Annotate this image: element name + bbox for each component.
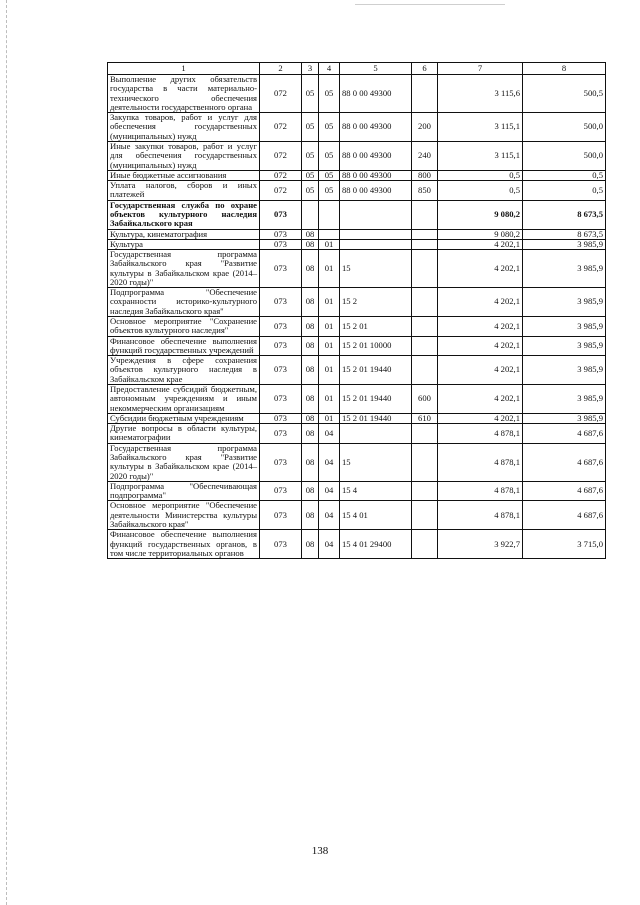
row-value-cell: 05 [302,170,319,180]
row-name-cell: Государственная программа Забайкальского края "Развитие культуры в Забайкальском крае (2014–2020 годы)" [108,250,260,288]
row-value-cell: 15 4 [340,481,412,501]
row-value-cell: 4 687,6 [523,501,606,530]
row-value-cell: 15 4 01 [340,501,412,530]
row-value-cell [340,239,412,249]
row-value-cell [412,250,438,288]
row-value-cell: 073 [260,530,302,559]
scan-edge-top [355,4,505,5]
table-row [108,443,606,481]
row-value-cell: 4 878,1 [438,424,523,444]
row-value-cell: 4 202,1 [438,317,523,337]
row-value-cell: 88 0 00 49300 [340,170,412,180]
row-value-cell [340,424,412,444]
row-name-cell: Выполнение других обязательств государства в части материально-технического обеспечения деятельности государственного органа [108,75,260,113]
row-value-cell: 4 202,1 [438,385,523,414]
row-value-cell: 04 [319,424,340,444]
row-value-cell: 04 [319,530,340,559]
row-value-cell: 072 [260,141,302,170]
budget-table-body [108,63,606,559]
row-value-cell [412,288,438,317]
row-value-cell: 05 [302,113,319,142]
row-value-cell: 073 [260,356,302,385]
row-value-cell [412,229,438,239]
row-value-cell: 08 [302,413,319,423]
row-value-cell [412,481,438,501]
table-row [108,413,606,423]
row-value-cell: 04 [319,443,340,481]
row-value-cell: 05 [319,75,340,113]
row-value-cell: 05 [302,141,319,170]
header-cell-3: 3 [302,63,319,75]
row-value-cell: 88 0 00 49300 [340,75,412,113]
row-value-cell: 073 [260,336,302,356]
row-value-cell: 01 [319,385,340,414]
table-row [108,336,606,356]
row-name-cell: Другие вопросы в области культуры, кинематографии [108,424,260,444]
table-row [108,250,606,288]
row-value-cell: 15 [340,443,412,481]
row-value-cell: 08 [302,530,319,559]
row-name-cell: Субсидии бюджетным учреждениям [108,413,260,423]
row-value-cell [412,530,438,559]
row-value-cell: 073 [260,443,302,481]
row-value-cell: 3 715,0 [523,530,606,559]
row-value-cell: 08 [302,481,319,501]
row-value-cell: 073 [260,239,302,249]
row-name-cell: Иные закупки товаров, работ и услуг для обеспечения государственных (муниципальных) нужд [108,141,260,170]
row-value-cell: 3 985,9 [523,250,606,288]
row-value-cell: 3 115,1 [438,113,523,142]
row-value-cell: 4 878,1 [438,501,523,530]
row-value-cell: 240 [412,141,438,170]
row-name-cell: Финансовое обеспечение выполнения функций государственных органов, в том числе территориальных органов [108,530,260,559]
row-value-cell: 08 [302,336,319,356]
row-value-cell: 05 [319,141,340,170]
row-value-cell: 08 [302,424,319,444]
row-value-cell: 15 4 01 29400 [340,530,412,559]
row-value-cell: 073 [260,481,302,501]
row-name-cell: Учреждения в сфере сохранения объектов культурного наследия в Забайкальском крае [108,356,260,385]
row-name-cell: Финансовое обеспечение выполнения функций государственных учреждений [108,336,260,356]
row-value-cell: 073 [260,250,302,288]
row-value-cell: 073 [260,200,302,229]
header-cell-1: 1 [108,63,260,75]
header-cell-5: 5 [340,63,412,75]
row-value-cell: 4 687,6 [523,424,606,444]
row-value-cell: 01 [319,239,340,249]
row-value-cell: 600 [412,385,438,414]
row-value-cell [412,200,438,229]
row-value-cell: 08 [302,443,319,481]
row-name-cell: Подпрограмма "Обеспечивающая подпрограмма" [108,481,260,501]
row-value-cell: 500,0 [523,113,606,142]
row-value-cell [412,336,438,356]
row-value-cell [412,239,438,249]
row-value-cell: 08 [302,356,319,385]
row-value-cell: 88 0 00 49300 [340,141,412,170]
table-row [108,424,606,444]
row-value-cell: 072 [260,113,302,142]
row-value-cell: 3 922,7 [438,530,523,559]
row-value-cell: 08 [302,229,319,239]
row-value-cell [340,229,412,239]
row-value-cell: 05 [319,181,340,201]
row-value-cell: 01 [319,250,340,288]
header-cell-6: 6 [412,63,438,75]
row-value-cell: 15 2 01 19440 [340,385,412,414]
table-row [108,229,606,239]
row-value-cell: 3 985,9 [523,336,606,356]
header-cell-2: 2 [260,63,302,75]
row-name-cell: Государственная программа Забайкальского края "Развитие культуры в Забайкальском крае (2014–2020 годы)" [108,443,260,481]
row-value-cell: 4 202,1 [438,239,523,249]
table-row [108,501,606,530]
row-value-cell [412,75,438,113]
row-value-cell [412,501,438,530]
row-value-cell: 0,5 [523,181,606,201]
row-value-cell: 3 115,6 [438,75,523,113]
row-value-cell [319,229,340,239]
row-value-cell: 072 [260,170,302,180]
row-value-cell: 15 2 [340,288,412,317]
row-value-cell: 4 878,1 [438,481,523,501]
row-value-cell: 0,5 [523,170,606,180]
row-value-cell: 9 080,2 [438,200,523,229]
row-value-cell: 01 [319,336,340,356]
row-value-cell: 08 [302,385,319,414]
row-value-cell: 15 2 01 19440 [340,356,412,385]
row-value-cell: 8 673,5 [523,200,606,229]
header-cell-4: 4 [319,63,340,75]
row-value-cell: 4 878,1 [438,443,523,481]
table-row [108,288,606,317]
row-value-cell: 15 2 01 19440 [340,413,412,423]
row-value-cell [412,356,438,385]
row-value-cell: 3 985,9 [523,317,606,337]
row-value-cell: 08 [302,250,319,288]
row-value-cell: 88 0 00 49300 [340,181,412,201]
row-value-cell: 08 [302,501,319,530]
row-value-cell: 0,5 [438,170,523,180]
row-value-cell: 073 [260,317,302,337]
row-name-cell: Иные бюджетные ассигнования [108,170,260,180]
row-value-cell: 88 0 00 49300 [340,113,412,142]
row-value-cell: 073 [260,413,302,423]
header-cell-7: 7 [438,63,523,75]
row-name-cell: Уплата налогов, сборов и иных платежей [108,181,260,201]
table-row [108,530,606,559]
table-row [108,317,606,337]
table-row [108,356,606,385]
row-name-cell: Подпрограмма "Обеспечение сохранности историко-культурного наследия Забайкальского края" [108,288,260,317]
row-value-cell: 073 [260,424,302,444]
row-value-cell: 4 202,1 [438,336,523,356]
row-name-cell: Предоставление субсидий бюджетным, автономным учреждениям и иным некоммерческим организациям [108,385,260,414]
row-value-cell: 08 [302,239,319,249]
row-value-cell [412,443,438,481]
row-value-cell: 200 [412,113,438,142]
row-value-cell: 800 [412,170,438,180]
table-row [108,200,606,229]
row-value-cell: 072 [260,75,302,113]
row-value-cell: 4 202,1 [438,356,523,385]
budget-table [107,62,606,559]
row-value-cell: 3 985,9 [523,413,606,423]
row-value-cell: 05 [319,113,340,142]
row-value-cell: 15 2 01 [340,317,412,337]
row-value-cell: 850 [412,181,438,201]
row-value-cell: 05 [302,75,319,113]
row-value-cell: 073 [260,229,302,239]
table-row [108,385,606,414]
table-row [108,181,606,201]
row-value-cell: 08 [302,288,319,317]
table-row [108,239,606,249]
row-value-cell: 4 687,6 [523,443,606,481]
row-value-cell: 15 2 01 10000 [340,336,412,356]
row-value-cell: 3 115,1 [438,141,523,170]
row-value-cell: 01 [319,317,340,337]
row-value-cell [340,200,412,229]
row-value-cell: 01 [319,356,340,385]
table-row [108,170,606,180]
table-row [108,141,606,170]
row-value-cell [412,317,438,337]
row-value-cell: 01 [319,288,340,317]
row-value-cell [412,424,438,444]
row-value-cell: 500,5 [523,75,606,113]
row-value-cell: 3 985,9 [523,385,606,414]
row-name-cell: Государственная служба по охране объектов культурного наследия Забайкальского края [108,200,260,229]
row-value-cell: 3 985,9 [523,239,606,249]
page-number: 138 [311,845,329,857]
row-value-cell: 4 202,1 [438,413,523,423]
row-value-cell: 610 [412,413,438,423]
row-value-cell: 05 [302,181,319,201]
table-row [108,481,606,501]
row-value-cell: 04 [319,481,340,501]
row-value-cell: 01 [319,413,340,423]
table-row [108,75,606,113]
row-value-cell: 0,5 [438,181,523,201]
row-value-cell: 15 [340,250,412,288]
row-name-cell: Закупка товаров, работ и услуг для обеспечения государственных (муниципальных) нужд [108,113,260,142]
row-name-cell: Основное мероприятие "Обеспечение деятельности Министерства культуры Забайкальского края" [108,501,260,530]
row-value-cell [302,200,319,229]
row-value-cell: 072 [260,181,302,201]
row-name-cell: Культура [108,239,260,249]
row-value-cell: 073 [260,385,302,414]
row-value-cell: 073 [260,288,302,317]
table-header-row [108,63,606,75]
row-value-cell: 4 202,1 [438,288,523,317]
row-name-cell: Основное мероприятие "Сохранение объектов культурного наследия" [108,317,260,337]
row-value-cell: 04 [319,501,340,530]
row-value-cell: 9 080,2 [438,229,523,239]
row-value-cell: 08 [302,317,319,337]
scan-edge-left [6,0,7,905]
row-value-cell: 4 687,6 [523,481,606,501]
row-value-cell: 8 673,5 [523,229,606,239]
row-value-cell: 500,0 [523,141,606,170]
row-value-cell: 073 [260,501,302,530]
row-name-cell: Культура, кинематография [108,229,260,239]
header-cell-8: 8 [523,63,606,75]
table-row [108,113,606,142]
row-value-cell: 3 985,9 [523,356,606,385]
row-value-cell: 4 202,1 [438,250,523,288]
row-value-cell: 3 985,9 [523,288,606,317]
row-value-cell [319,200,340,229]
row-value-cell: 05 [319,170,340,180]
